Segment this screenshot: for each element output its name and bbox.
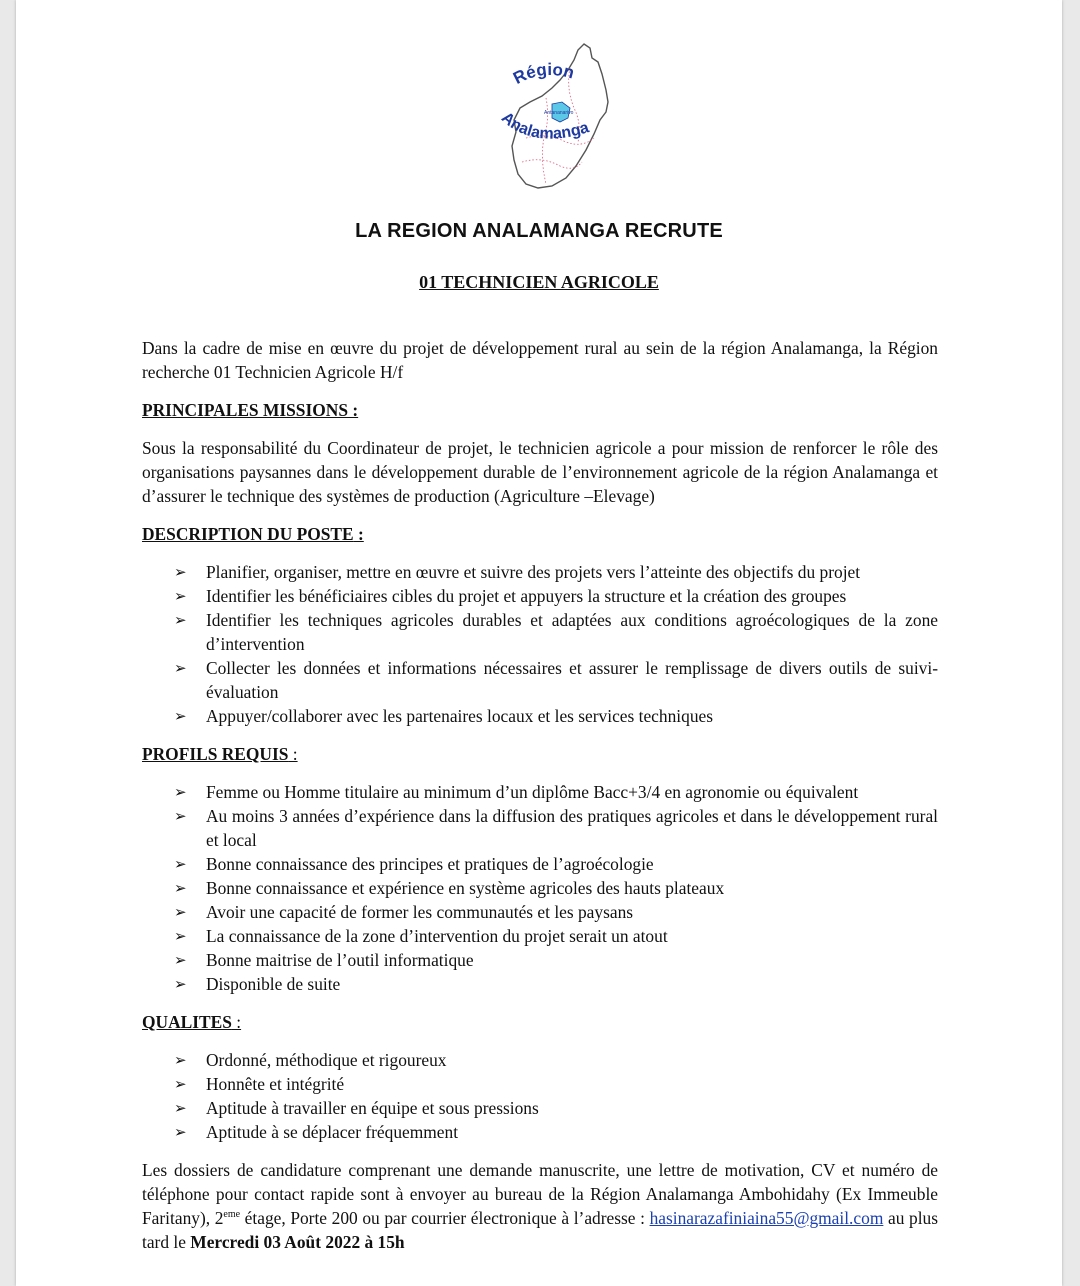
profils-heading-colon: :: [288, 744, 298, 764]
floor-superscript: eme: [223, 1209, 241, 1221]
missions-heading: PRINCIPALES MISSIONS :: [142, 400, 359, 420]
description-list: [142, 560, 938, 728]
document-body: [142, 336, 938, 1254]
list-item: ➢ Identifier les bénéficiaires cibles du projet et appuyers la structure et la création des groupes: [142, 584, 938, 608]
contact-email-link[interactable]: hasinarazafiniaina55@gmail.com: [649, 1208, 884, 1228]
instructions-text-1: Les dossiers de candidature comprenant une demande manuscrite, une lettre de motivation, CV et numéro de téléphone pour contact rapide sont à envoyer au bureau de la Région Analamanga Ambohidahy (Ex Immeuble Faritany), 2: [142, 1160, 938, 1228]
logo-text-analamanga: Analamanga: [498, 109, 591, 143]
list-item: ➢ Bonne connaissance des principes et pratiques de l’agroécologie: [142, 852, 938, 876]
description-heading-colon: :: [353, 524, 364, 544]
list-item: ➢ Aptitude à se déplacer fréquemment: [142, 1120, 938, 1144]
page-title: LA REGION ANALAMANGA RECRUTE: [355, 220, 723, 242]
list-item: ➢ Au moins 3 années d’expérience dans la diffusion des pratiques agricoles et dans le développement rural et local: [142, 804, 938, 852]
region-analamanga-logo: [486, 38, 626, 190]
list-item: ➢ Planifier, organiser, mettre en œuvre et suivre des projets vers l’atteinte des objectifs du projet: [142, 560, 938, 584]
list-item: ➢ Ordonné, méthodique et rigoureux: [142, 1048, 938, 1072]
list-item: ➢ La connaissance de la zone d’intervention du projet serait un atout: [142, 924, 938, 948]
list-item: ➢ Honnête et intégrité: [142, 1072, 938, 1096]
application-instructions: [142, 1158, 938, 1254]
qualites-list: [142, 1048, 938, 1144]
list-item: ➢ Bonne maitrise de l’outil informatique: [142, 948, 938, 972]
missions-paragraph: Sous la responsabilité du Coordinateur de projet, le technicien agricole a pour mission de renforcer le rôle des organisations paysannes dans le développement durable de l’environnement agricole de la région Analamanga et d’assurer le technique des systèmes de production (Agriculture –Elevage): [142, 438, 938, 506]
intro-paragraph: Dans la cadre de mise en œuvre du projet de développement rural au sein de la région Analamanga, la Région recherche 01 Technicien Agricole H/f: [142, 338, 938, 382]
deadline-text: Mercredi 03 Août 2022 à 15h: [190, 1232, 405, 1252]
list-item: ➢ Aptitude à travailler en équipe et sous pressions: [142, 1096, 938, 1120]
list-item: ➢ Bonne connaissance et expérience en système agricoles des hauts plateaux: [142, 876, 938, 900]
qualites-heading-text: QUALITES: [142, 1012, 232, 1032]
logo-map-label: Antananarivo: [544, 110, 574, 116]
profils-heading-text: PROFILS REQUIS: [142, 744, 289, 764]
description-heading-text: DESCRIPTION DU POSTE: [142, 524, 354, 544]
description-heading: [142, 522, 938, 546]
document-page: [16, 0, 1062, 1286]
profils-list: [142, 780, 938, 996]
job-subtitle: 01 TECHNICIEN AGRICOLE: [419, 272, 659, 292]
instructions-text-2: étage, Porte 200 ou par courrier électronique à l’adresse :: [240, 1208, 650, 1228]
list-item: ➢ Femme ou Homme titulaire au minimum d’un diplôme Bacc+3/4 en agronomie ou équivalent: [142, 780, 938, 804]
list-item: ➢ Collecter les données et informations nécessaires et assurer le remplissage de divers outils de suivi-évaluation: [142, 656, 938, 704]
list-item: ➢ Avoir une capacité de former les communautés et les paysans: [142, 900, 938, 924]
list-item: ➢ Appuyer/collaborer avec les partenaires locaux et les services techniques: [142, 704, 938, 728]
instructions-text-3: au plus tard le: [142, 1208, 938, 1252]
qualites-heading-colon: :: [231, 1012, 242, 1032]
list-item: ➢ Disponible de suite: [142, 972, 938, 996]
qualites-heading: [142, 1010, 938, 1034]
logo-text-region: Région: [510, 59, 577, 88]
list-item: ➢ Identifier les techniques agricoles durables et adaptées aux conditions agroécologiques de la zone d’intervention: [142, 608, 938, 656]
profils-heading: [142, 742, 938, 766]
